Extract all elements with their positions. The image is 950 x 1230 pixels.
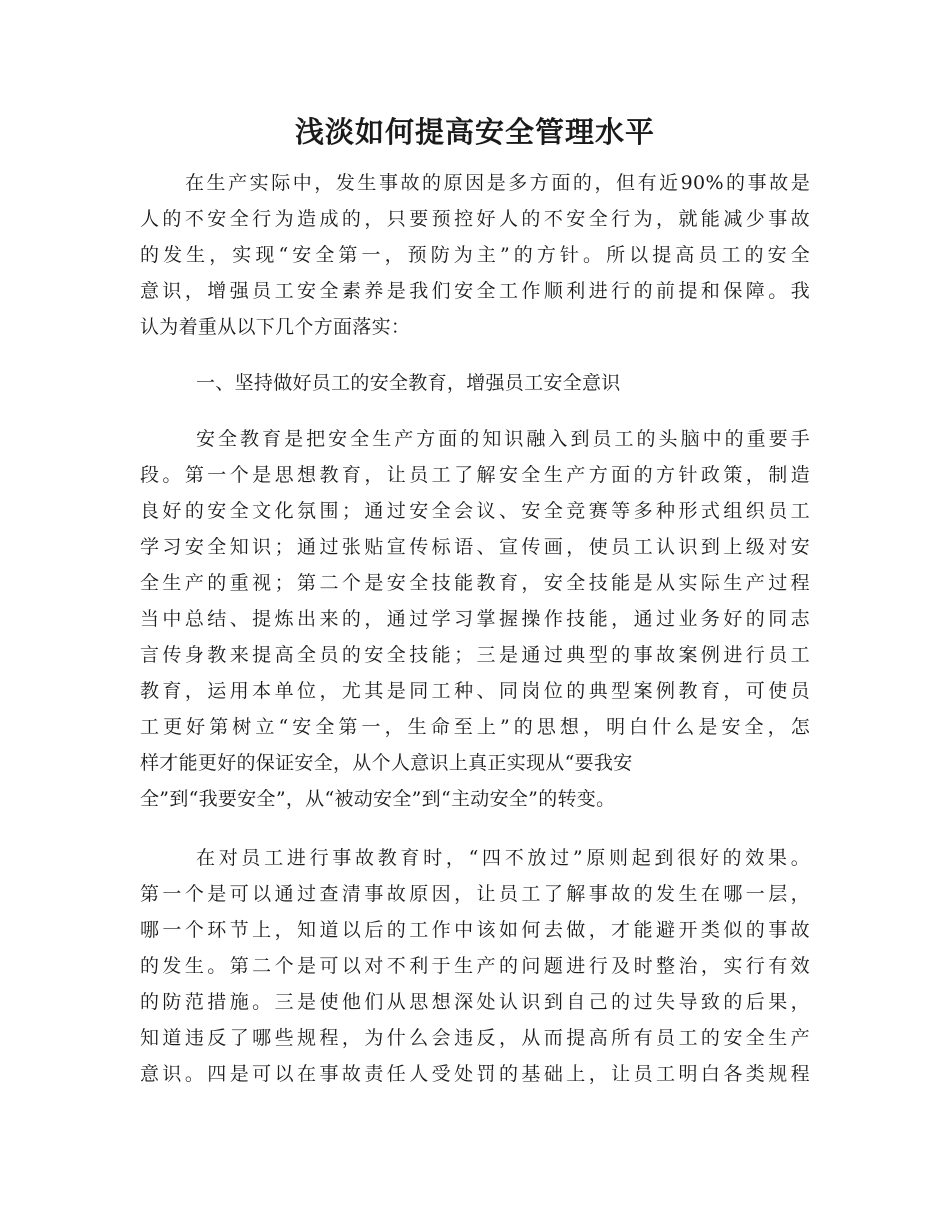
document-title: 浅淡如何提高安全管理水平 — [294, 115, 655, 149]
paragraph-line: 认为着重从以下几个方面落实： — [140, 316, 411, 338]
paragraph-line: 良好的安全文化氛围；通过安全会议、安全竞赛等多种形式组织员工 — [140, 500, 810, 522]
paragraph-line: 当中总结、提炼出来的，通过学习掌握操作技能，通过业务好的同志 — [140, 608, 810, 630]
paragraph-line: 意识。四是可以在事故责任人受处罚的基础上，让员工明白各类规程 — [140, 1063, 810, 1085]
paragraph-line: 在生产实际中，发生事故的原因是多方面的，但有近90%的事故是 — [185, 172, 810, 194]
paragraph-line: 样才能更好的保证安全，从个人意识上真正实现从“要我安 — [140, 752, 633, 774]
paragraph-line: 的发生，实现“安全第一，预防为主”的方针。所以提高员工的安全 — [140, 244, 810, 266]
paragraph-line: 意识，增强员工安全素养是我们安全工作顺利进行的前提和保障。我 — [140, 280, 810, 302]
paragraph-line: 工更好第树立“安全第一，生命至上”的思想，明白什么是安全，怎 — [140, 716, 810, 738]
paragraph-line: 第一个是可以通过查清事故原因，让员工了解事故的发生在哪一层， — [140, 883, 810, 905]
paragraph-line: 安全教育是把安全生产方面的知识融入到员工的头脑中的重要手 — [196, 428, 810, 450]
paragraph-line: 全生产的重视；第二个是安全技能教育，安全技能是从实际生产过程 — [140, 572, 810, 594]
paragraph-line: 在对员工进行事故教育时，“四不放过”原则起到很好的效果。 — [196, 847, 810, 869]
paragraph-line: 的发生。第二个是可以对不利于生产的问题进行及时整治，实行有效 — [140, 955, 810, 977]
paragraph-line: 言传身教来提高全员的安全技能；三是通过典型的事故案例进行员工 — [140, 644, 810, 666]
paragraph-line: 的防范措施。三是使他们从思想深处认识到自己的过失导致的后果， — [140, 991, 810, 1013]
paragraph-line: 全”到“我要安全”，从“被动安全”到“主动安全”的转变。 — [140, 788, 616, 810]
paragraph-line: 哪一个环节上，知道以后的工作中该如何去做，才能避开类似的事故 — [140, 919, 810, 941]
paragraph-line: 教育，运用本单位，尤其是同工种、同岗位的典型案例教育，可使员 — [140, 680, 810, 702]
paragraph-line: 知道违反了哪些规程，为什么会违反，从而提高所有员工的安全生产 — [140, 1027, 810, 1049]
paragraph-line: 学习安全知识；通过张贴宣传标语、宣传画，使员工认识到上级对安 — [140, 536, 810, 558]
paragraph-line: 人的不安全行为造成的，只要预控好人的不安全行为，就能减少事故 — [140, 208, 810, 230]
section-heading: 一、坚持做好员工的安全教育，增强员工安全意识 — [196, 372, 621, 394]
paragraph-line: 段。第一个是思想教育，让员工了解安全生产方面的方针政策，制造 — [140, 464, 810, 486]
